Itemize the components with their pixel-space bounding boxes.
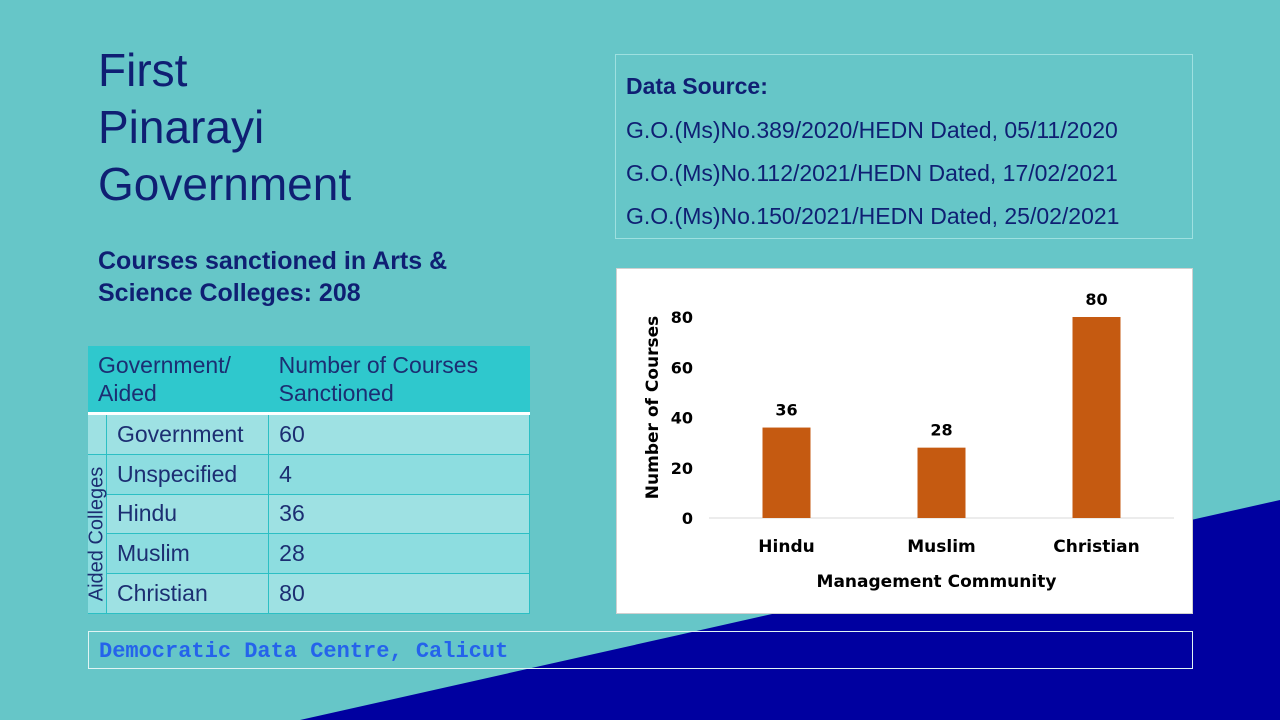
x-axis-label: Management Community <box>816 572 1057 592</box>
y-tick-label: 40 <box>670 408 693 428</box>
table-row <box>88 494 530 534</box>
table-row <box>88 574 530 614</box>
table-row <box>88 534 530 574</box>
courses-table <box>85 346 530 614</box>
y-axis-label: Number of Courses <box>643 315 663 500</box>
row-label: Hindu <box>107 494 269 534</box>
y-tick-label: 20 <box>670 458 693 478</box>
data-source-line-1: G.O.(Ms)No.389/2020/HEDN Dated, 05/11/2020 <box>626 117 1118 143</box>
y-tick-label: 0 <box>681 509 693 528</box>
data-source-line-2: G.O.(Ms)No.112/2021/HEDN Dated, 17/02/2021 <box>626 160 1118 186</box>
y-tick-label: 60 <box>670 358 693 378</box>
data-label: 80 <box>1085 290 1108 309</box>
footer-credit <box>88 631 1193 669</box>
header-number-of-courses: Number of Courses Sanctioned <box>269 346 530 414</box>
table-row <box>88 414 530 455</box>
row-value: 4 <box>269 454 530 494</box>
data-label: 36 <box>775 400 798 420</box>
table-header-row <box>88 346 530 414</box>
group-label: Aided Colleges <box>85 466 108 602</box>
bar-christian <box>1073 317 1121 518</box>
title-line-1: First <box>98 44 188 96</box>
footer-text: Democratic Data Centre, Calicut <box>99 639 509 664</box>
row-label: Christian <box>107 574 269 614</box>
page-title <box>98 42 351 213</box>
data-source-heading: Data Source: <box>626 73 768 99</box>
title-line-3: Government <box>98 158 352 210</box>
row-label: Muslim <box>107 534 269 574</box>
bar-hindu <box>763 428 811 518</box>
y-tick-label: 80 <box>670 308 693 327</box>
x-tick-label: Muslim <box>907 537 976 557</box>
header-government-aided: Government/ Aided <box>88 346 269 414</box>
row-value: 60 <box>269 414 530 455</box>
x-tick-label: Christian <box>1053 537 1140 557</box>
group-cell-aided-colleges <box>85 454 108 613</box>
x-tick-label: Hindu <box>758 537 815 557</box>
empty-group-cell <box>88 414 107 455</box>
bar-chart-panel <box>616 268 1193 614</box>
bar-muslim <box>918 448 966 518</box>
data-source-line-3: G.O.(Ms)No.150/2021/HEDN Dated, 25/02/2021 <box>626 203 1120 229</box>
table-row <box>88 454 530 494</box>
bar-chart <box>617 269 1192 613</box>
courses-subtitle: Courses sanctioned in Arts & Science Colleges: 208 <box>98 247 448 307</box>
row-value: 36 <box>269 494 530 534</box>
title-line-2: Pinarayi <box>98 101 265 153</box>
data-source-box <box>615 54 1193 239</box>
data-label: 28 <box>930 420 953 440</box>
row-label: Government <box>107 414 269 455</box>
row-label: Unspecified <box>107 454 269 494</box>
row-value: 80 <box>269 574 530 614</box>
row-value: 28 <box>269 534 530 574</box>
